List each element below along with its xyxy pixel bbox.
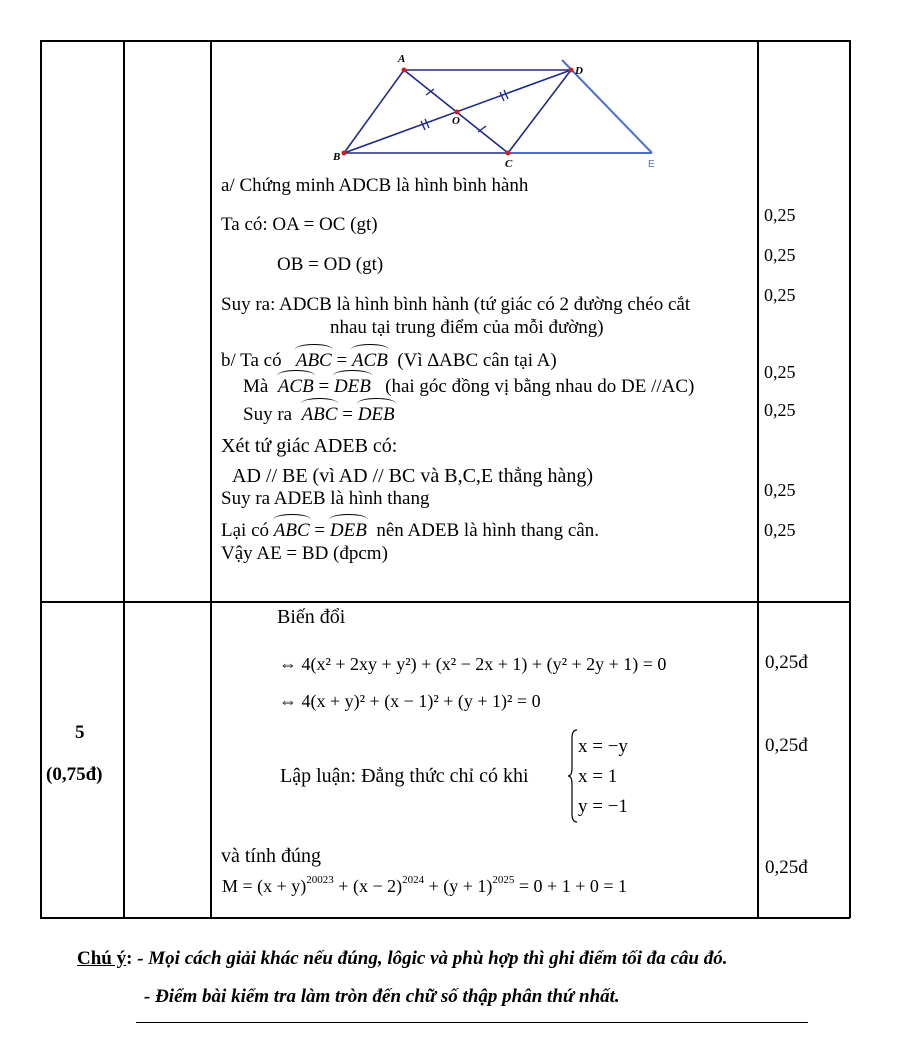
label-a: A xyxy=(398,53,406,65)
note-1-text: - Mọi cách giải khác nếu đúng, lôgic và phù hợp thì ghi điểm tối đa câu đó. xyxy=(132,948,728,969)
label-b: B xyxy=(333,151,341,163)
footer-note-1 xyxy=(77,948,727,970)
conclusion-line-1: Suy ra: ADCB là hình bình hành (tứ giác có 2 đường chéo cắt xyxy=(221,294,691,315)
table-col-divider-2 xyxy=(210,40,212,918)
m-eq-part-1: M = (x + y) xyxy=(222,876,307,896)
score-5: 0,25 xyxy=(764,400,796,420)
equation-system xyxy=(568,728,678,824)
angle-acb: ACB xyxy=(351,350,388,371)
system-eq-1: x = −y xyxy=(578,736,628,757)
conclusion-line-2: nhau tại trung điểm của mỗi đường) xyxy=(330,317,604,338)
label-o: O xyxy=(452,115,460,127)
chu-y-label: Chú ý xyxy=(77,948,127,969)
angle-abc: ABC xyxy=(301,404,338,425)
bien-doi-label: Biến đổi xyxy=(277,606,346,628)
score-2: 0,25 xyxy=(764,245,796,265)
suyra-line: Suy ra ABC = DEB xyxy=(243,404,395,425)
score-4: 0,25 xyxy=(764,362,796,382)
m-exponent-2: 2024 xyxy=(402,874,425,886)
table-row-divider xyxy=(40,601,850,603)
angle-acb: ACB xyxy=(277,376,314,397)
question-points: (0,75đ) xyxy=(46,764,103,785)
system-eq-2: x = 1 xyxy=(578,766,618,787)
lai-co-line: Lại có ABC = DEB nên ADEB là hình thang cân. xyxy=(221,520,599,541)
label-d: D xyxy=(575,65,583,77)
system-eq-3: y = −1 xyxy=(578,796,628,817)
equals: = xyxy=(331,350,352,371)
tinh-dung-label: và tính đúng xyxy=(221,845,321,867)
angle-deb: DEB xyxy=(333,376,371,397)
chu-y-colon: : xyxy=(126,948,133,969)
ad-be-line: AD // BE (vì AD // BC và B,C,E thẳng hàng) xyxy=(232,465,594,487)
table-col-divider-1 xyxy=(123,40,125,918)
m-eq-part-2: + (x − 2) xyxy=(333,876,403,896)
table-left-border xyxy=(40,40,42,918)
equation-1: ⇔ 4(x² + 2xy + y²) + (x² − 2x + 1) + (y² + 2y + 1) = 0 xyxy=(279,654,667,674)
ma-prefix: Mà xyxy=(243,376,269,397)
parallelogram-figure xyxy=(320,45,680,175)
laico-prefix: Lại có xyxy=(221,520,270,541)
part-b-line xyxy=(221,350,557,372)
score-6: 0,25 xyxy=(764,480,796,500)
part-a-title: a/ Chứng minh ADCB là hình bình hành xyxy=(221,175,529,196)
table-bottom-border xyxy=(40,917,850,919)
table-top-border xyxy=(40,40,850,42)
angle-abc: ABC xyxy=(273,520,310,541)
xet-line: Xét tứ giác ADEB có: xyxy=(221,435,398,457)
m-exponent-1: 20023 xyxy=(306,874,334,886)
lap-luan-label: Lập luận: Đẳng thức chỉ có khi xyxy=(280,765,529,787)
question-number: 5 xyxy=(75,722,85,743)
hinh-thang-line: Suy ra ADEB là hình thang xyxy=(221,488,430,509)
score-5-1: 0,25đ xyxy=(765,652,808,673)
score-5-3: 0,25đ xyxy=(765,857,808,878)
suyra-prefix: Suy ra xyxy=(243,404,293,425)
score-3: 0,25 xyxy=(764,285,796,305)
score-1: 0,25 xyxy=(764,205,796,225)
angle-abc: ABC xyxy=(295,350,332,371)
b-prefix: b/ Ta có xyxy=(221,350,282,371)
laico-suffix: nên ADEB là hình thang cân. xyxy=(376,520,599,541)
ob-od-line: OB = OD (gt) xyxy=(277,254,384,275)
b-reason: (Vì ∆ABC cân tại A) xyxy=(397,350,557,371)
ma-line: Mà ACB = DEB (hai góc đồng vị bằng nhau do DE //AC) xyxy=(243,376,695,397)
ma-reason: (hai góc đồng vị bằng nhau do DE //AC) xyxy=(385,376,695,397)
curly-brace-icon xyxy=(568,728,578,824)
label-c: C xyxy=(505,158,513,170)
footer-note-2: - Điểm bài kiểm tra làm tròn đến chữ số thập phân thứ nhất. xyxy=(144,986,620,1007)
angle-deb: DEB xyxy=(329,520,367,541)
m-eq-part-3: + (y + 1) xyxy=(424,876,493,896)
angle-deb: DEB xyxy=(357,404,395,425)
label-e: E xyxy=(648,159,655,170)
tick-marks xyxy=(421,89,508,132)
table-col-divider-3 xyxy=(757,40,759,918)
m-exponent-3: 2025 xyxy=(492,874,515,886)
equation-2: ⇔ 4(x + y)² + (x − 1)² + (y + 1)² = 0 xyxy=(279,691,541,711)
m-equation xyxy=(222,874,627,897)
score-7: 0,25 xyxy=(764,520,796,540)
table-right-border xyxy=(849,40,851,918)
vay-line: Vậy AE = BD (đpcm) xyxy=(221,543,388,564)
footer-divider xyxy=(136,1022,808,1023)
oa-oc-line: Ta có: OA = OC (gt) xyxy=(221,214,378,235)
m-eq-part-4: = 0 + 1 + 0 = 1 xyxy=(514,876,627,896)
score-5-2: 0,25đ xyxy=(765,735,808,756)
